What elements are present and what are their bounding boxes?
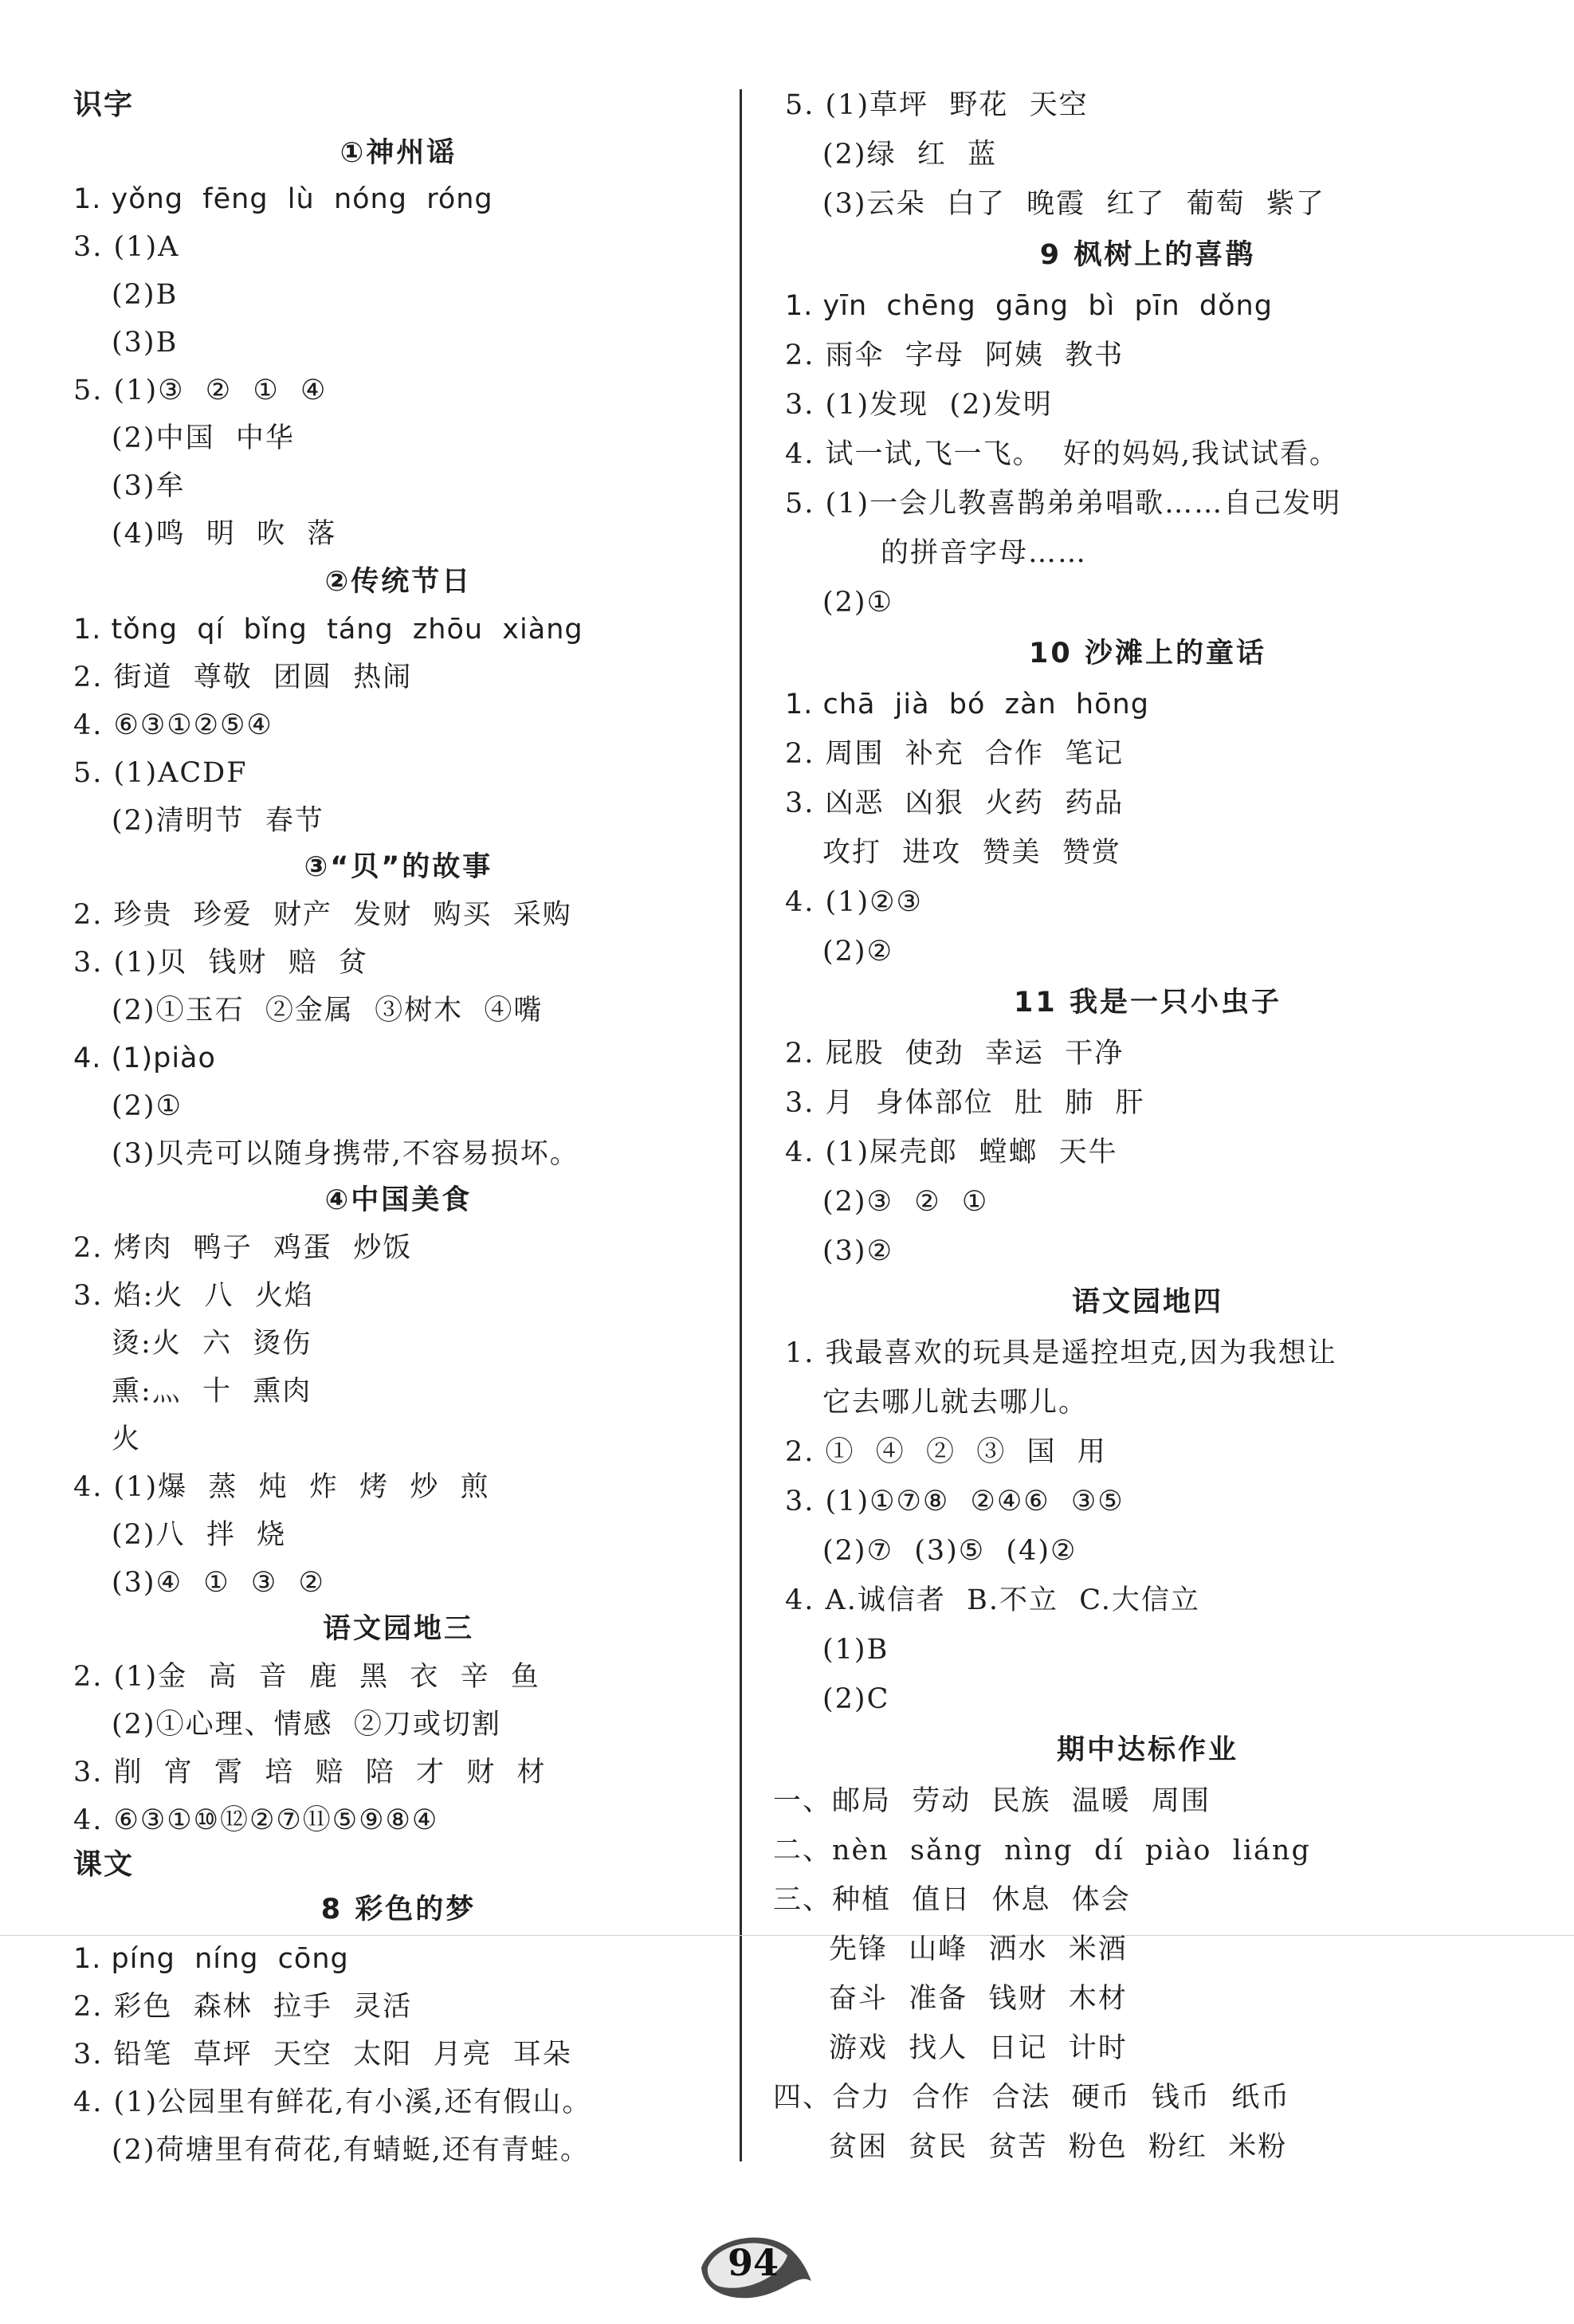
answer-line: 5. (1)草坪 野花 天空 (785, 89, 1089, 121)
lesson-title: ④中国美食 (324, 1184, 473, 1216)
answer-line: (2)① (822, 587, 893, 618)
section-label-kewen: 课文 (73, 1848, 135, 1881)
answer-line: 1. chā jià bó zàn hōng (785, 689, 1149, 720)
section-title: 语文园地三 (322, 1613, 474, 1645)
answer-line: 3. 月 身体部位 肚 肺 肝 (785, 1087, 1145, 1119)
answer-line: (2)③ ② ① (822, 1186, 989, 1218)
answer-line: (3)贝壳可以随身携带,不容易损坏。 (112, 1138, 579, 1170)
answer-line: (2)B (112, 279, 179, 311)
answer-line: 4. ⑥③①⑩⑫②⑦⑪⑤⑨⑧④ (73, 1804, 439, 1836)
answer-line: 2. 街道 尊敬 团圆 热闹 (73, 661, 413, 693)
answer-line: (3)云朵 白了 晚霞 红了 葡萄 紫了 (822, 188, 1325, 220)
answer-line: 4. (1)爆 蒸 炖 炸 烤 炒 煎 (73, 1471, 490, 1503)
answer-line: 先锋 山峰 洒水 米酒 (829, 1933, 1128, 1965)
answer-line: 攻打 进攻 赞美 赞赏 (822, 837, 1121, 869)
answer-line: (2)① (112, 1090, 183, 1122)
answer-line: 游戏 找人 日记 计时 (829, 2032, 1128, 2064)
answer-line: 3. 焰:火 八 火焰 (73, 1280, 314, 1312)
answer-line: 1. tǒng qí bǐng táng zhōu xiàng (73, 614, 583, 646)
answer-line: 1. 我最喜欢的玩具是遥控坦克,因为我想让 (785, 1337, 1337, 1369)
answer-line: 5. (1)一会儿教喜鹊弟弟唱歌……自己发明 (785, 488, 1342, 520)
answer-line: 奋斗 准备 钱财 木材 (829, 1983, 1128, 2015)
answer-line: 2. 彩色 森林 拉手 灵活 (73, 1991, 413, 2023)
answer-line: 5. (1)③ ② ① ④ (73, 375, 328, 406)
answer-line: (4)鸣 明 吹 落 (112, 518, 337, 550)
answer-line: 3. (1)A (73, 231, 180, 263)
answer-line: 贫困 贫民 贫苦 粉色 粉红 米粉 (829, 2131, 1288, 2163)
answer-line: 烫:火 六 烫伤 (112, 1328, 312, 1360)
section-title: 期中达标作业 (1056, 1734, 1238, 1766)
lesson-title: 9 枫树上的喜鹊 (1039, 239, 1256, 271)
answer-line: 1. píng níng cōng (73, 1943, 349, 1975)
answer-line: 4. (1)屎壳郎 螳螂 天牛 (785, 1136, 1118, 1168)
answer-line: 火 (112, 1423, 142, 1455)
answer-line: (3)② (822, 1235, 893, 1267)
answer-line: 4. 试一试,飞一飞。 好的妈妈,我试试看。 (785, 438, 1340, 470)
column-divider (740, 89, 742, 2161)
answer-line: (2)①玉石 ②金属 ③树木 ④嘴 (112, 995, 544, 1027)
answer-line: 2. 烤肉 鸭子 鸡蛋 炒饭 (73, 1232, 413, 1264)
answer-line: 3. (1)①⑦⑧ ②④⑥ ③⑤ (785, 1486, 1125, 1517)
answer-line: (3)④ ① ③ ② (112, 1567, 325, 1599)
answer-line: 3. 削 宵 霄 培 赔 陪 才 财 材 (73, 1757, 547, 1788)
answer-line: (2)中国 中华 (112, 422, 295, 454)
answer-line: 它去哪儿就去哪儿。 (822, 1387, 1089, 1419)
answer-line: (2)清明节 春节 (112, 805, 324, 837)
answer-line: (2)八 拌 烧 (112, 1519, 287, 1551)
answer-line: 4. (1)公园里有鲜花,有小溪,还有假山。 (73, 2086, 592, 2118)
lesson-title: 11 我是一只小虫子 (1014, 987, 1282, 1019)
answer-line: 3. 铅笔 草坪 天空 太阳 月亮 耳朵 (73, 2039, 572, 2071)
answer-line: 1. yīn chēng gāng bì pīn dǒng (785, 290, 1273, 322)
section-title: 语文园地四 (1071, 1286, 1223, 1318)
answer-line: 4. (1)piào (73, 1042, 216, 1074)
answer-line: (3)牟 (112, 470, 186, 502)
answer-line: 5. (1)ACDF (73, 757, 248, 789)
answer-line: 一、邮局 劳动 民族 温暖 周围 (773, 1785, 1211, 1817)
answer-line: 2. ① ④ ② ③ 国 用 (785, 1436, 1107, 1468)
lesson-title: ①神州谣 (340, 137, 457, 169)
answer-line: (2)荷塘里有荷花,有蜻蜓,还有青蛙。 (112, 2134, 590, 2166)
answer-line: 2. 珍贵 珍爱 财产 发财 购买 采购 (73, 899, 572, 931)
answer-line: (1)B (822, 1634, 889, 1666)
answer-line: 3. (1)贝 钱财 赔 贫 (73, 947, 368, 979)
answer-line: 4. A.诚信者 B.不立 C.大信立 (785, 1584, 1200, 1616)
answer-line: 2. 雨伞 字母 阿姨 教书 (785, 340, 1125, 371)
lesson-title: 10 沙滩上的童话 (1029, 638, 1266, 669)
answer-line: (2)①心理、情感 ②刀或切割 (112, 1709, 501, 1741)
answer-line: 4. (1)②③ (785, 886, 923, 918)
answer-line: (2)⑦ (3)⑤ (4)② (822, 1535, 1077, 1567)
answer-line: 熏:灬 十 熏肉 (112, 1376, 312, 1407)
section-label-shizi: 识字 (73, 88, 135, 121)
lesson-title: ②传统节日 (324, 566, 473, 598)
answer-line: (2)绿 红 蓝 (822, 139, 998, 171)
answer-line: 2. 周围 补充 合作 笔记 (785, 738, 1125, 770)
answer-line: 3. 凶恶 凶狠 火药 药品 (785, 787, 1125, 819)
answer-line: (2)② (822, 936, 893, 968)
answer-line: 2. 屁股 使劲 幸运 干净 (785, 1038, 1125, 1070)
lesson-title: ③“贝”的故事 (304, 851, 493, 883)
answer-line: 四、合力 合作 合法 硬币 钱币 纸币 (773, 2082, 1291, 2114)
answer-line: (3)B (112, 327, 179, 359)
answer-line: 二、nèn sǎng nìng dí piào liáng (773, 1835, 1311, 1867)
page-number: 94 (727, 2241, 779, 2284)
answer-line: 的拼音字母…… (881, 537, 1088, 569)
answer-line: 三、种植 值日 休息 体会 (773, 1884, 1131, 1916)
page-number-badge (693, 2224, 813, 2303)
answer-line: 4. ⑥③①②⑤④ (73, 709, 273, 741)
horizontal-rule (0, 1935, 1574, 1936)
answer-line: (2)C (822, 1683, 890, 1715)
answer-line: 1. yǒng fēng lù nóng róng (73, 183, 493, 215)
answer-line: 3. (1)发现 (2)发明 (785, 389, 1053, 421)
lesson-title: 8 彩色的梦 (320, 1894, 477, 1926)
answer-line: 2. (1)金 高 音 鹿 黑 衣 辛 鱼 (73, 1661, 540, 1693)
